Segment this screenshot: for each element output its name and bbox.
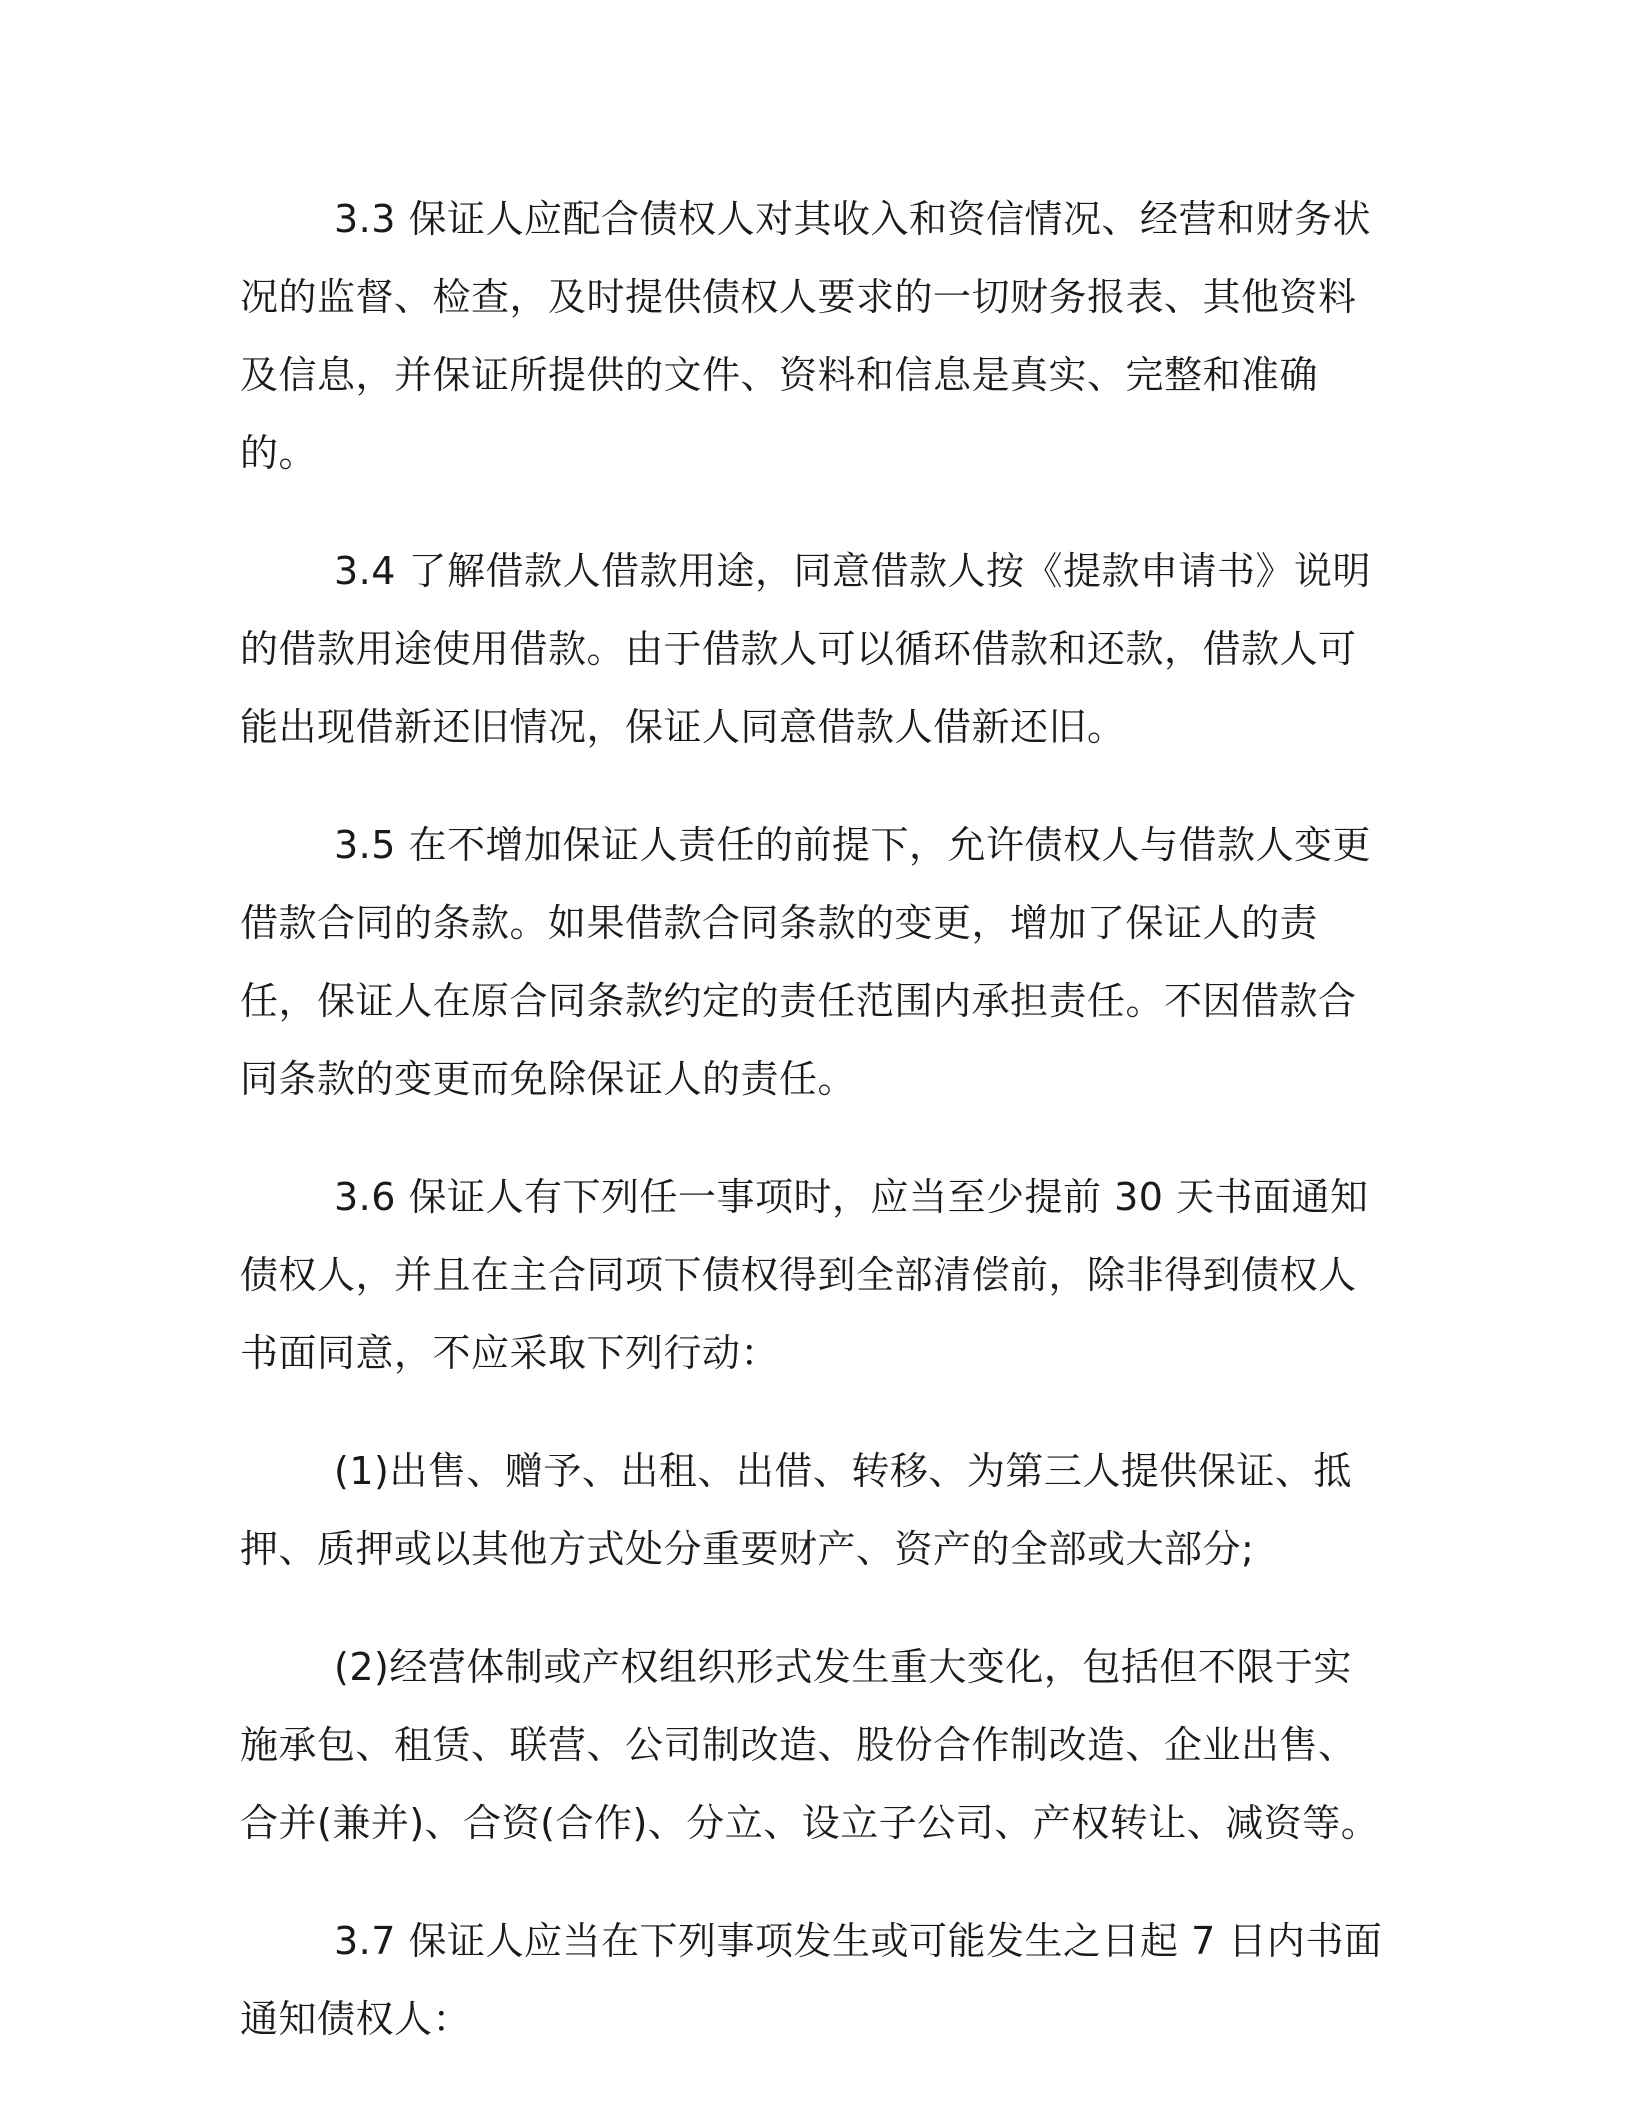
- clause-3-7: 3.7 保证人应当在下列事项发生或可能发生之日起 7 日内书面通知债权人：: [240, 1919, 1383, 2041]
- clause-3-3: 3.3 保证人应配合债权人对其收入和资信情况、经营和财务状况的监督、检查，及时提供债权人要求的一切财务报表、其他资料及信息，并保证所提供的文件、资料和信息是真实、完整和准确的。: [240, 197, 1372, 475]
- document-body: [240, 180, 1390, 2098]
- clause-3-6-item-2: (2)经营体制或产权组织形式发生重大变化，包括但不限于实施承包、租赁、联营、公司制改造、股份合作制改造、企业出售、合并(兼并)、合资(合作)、分立、设立子公司、产权转让、减资等。: [240, 1645, 1380, 1845]
- clause-3-6: 3.6 保证人有下列任一事项时，应当至少提前 30 天书面通知债权人，并且在主合同项下债权得到全部清偿前，除非得到债权人书面同意，不应采取下列行动：: [240, 1175, 1369, 1375]
- clause-3-6-item-1: (1)出售、赠予、出租、出借、转移、为第三人提供保证、抵押、质押或以其他方式处分重要财产、资产的全部或大部分;: [240, 1449, 1352, 1571]
- clause-3-5: 3.5 在不增加保证人责任的前提下，允许债权人与借款人变更借款合同的条款。如果借款合同条款的变更，增加了保证人的责任，保证人在原合同条款约定的责任范围内承担责任。不因借款合同条款的变更而免除保证人的责任。: [240, 823, 1372, 1101]
- clause-3-4: 3.4 了解借款人借款用途，同意借款人按《提款申请书》说明的借款用途使用借款。由于借款人可以循环借款和还款，借款人可能出现借新还旧情况，保证人同意借款人借新还旧。: [240, 549, 1372, 749]
